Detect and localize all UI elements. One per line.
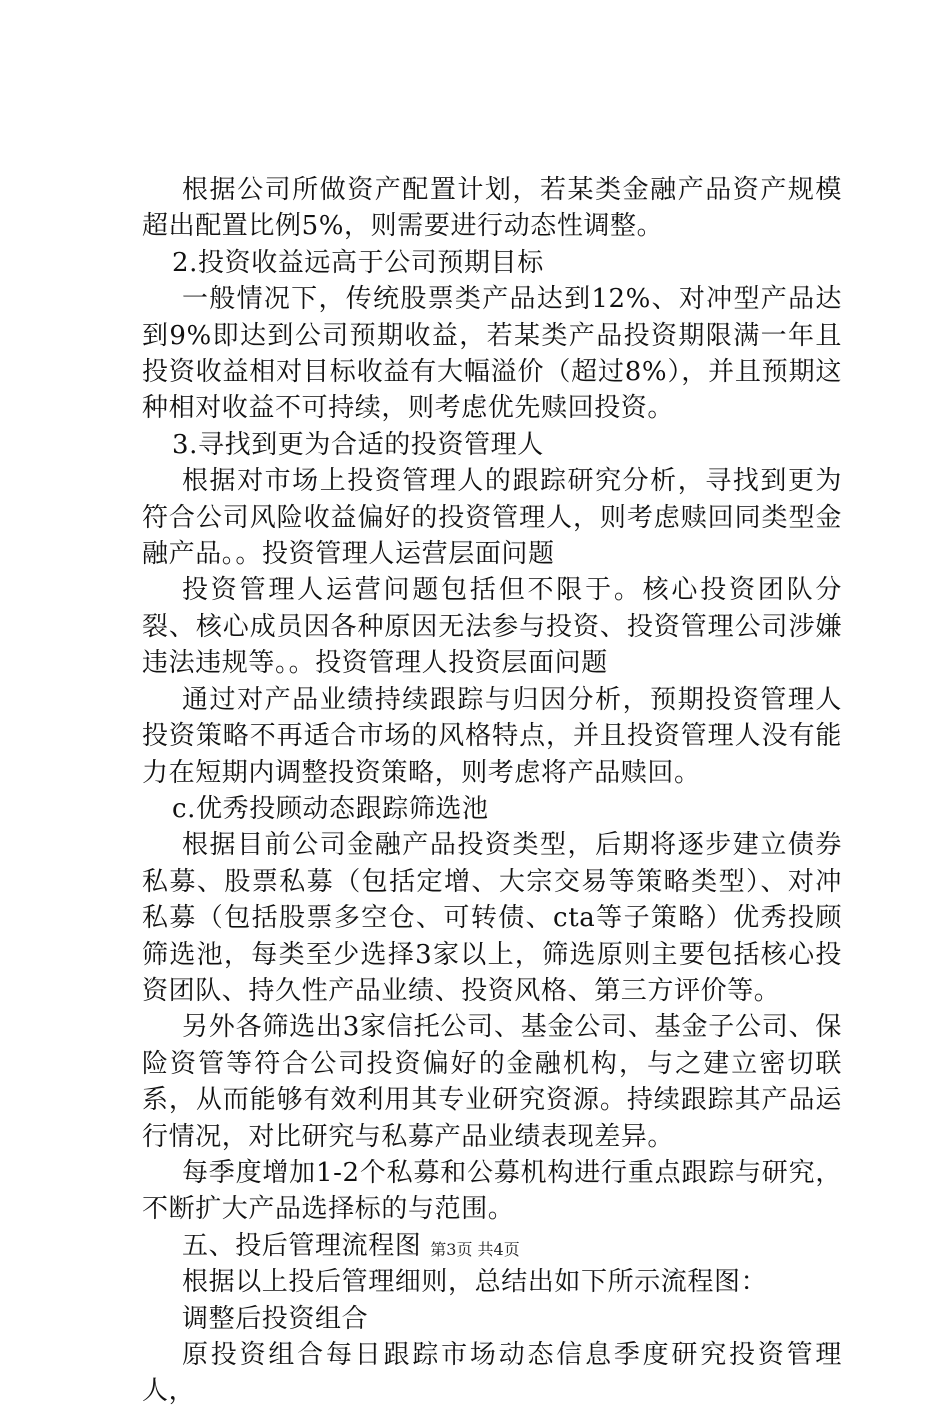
heading-flowchart: 五、投后管理流程图 bbox=[182, 1230, 422, 1261]
paragraph-institutions: 另外各筛选出3家信托公司、基金公司、基金子公司、保险资管等符合公司投资偏好的金融机构，与之建立密切联系，从而能够有效利用其专业研究资源。持续跟踪其产品运行情况，对比研究与私募产品业绩表现差异。 bbox=[142, 1012, 842, 1152]
paragraph-adjusted-portfolio: 调整后投资组合 bbox=[182, 1303, 369, 1334]
paragraph-rebalance-rule: 根据公司所做资产配置计划，若某类金融产品资产规模超出配置比例5%，则需要进行动态性调整。 bbox=[142, 175, 842, 242]
heading-advisor-pool: c.优秀投顾动态跟踪筛选池 bbox=[172, 793, 489, 824]
paragraph-flowchart-intro: 根据以上投后管理细则，总结出如下所示流程图： bbox=[182, 1267, 768, 1298]
page-footer: 第3页 共4页 bbox=[430, 1240, 520, 1259]
heading-better-manager: 3.寻找到更为合适的投资管理人 bbox=[172, 429, 544, 460]
paragraph-advisor-pool: 根据目前公司金融产品投资类型，后期将逐步建立债券私募、股票私募（包括定增、大宗交易等策略类型）、对冲私募（包括股票多空仓、可转债、cta等子策略）优秀投顾筛选池，每类至少选择3家以上，筛选原则主要包括核心投资团队、持久性产品业绩、投资风格、第三方评价等。 bbox=[142, 830, 842, 1006]
paragraph-operations-issues: 投资管理人运营问题包括但不限于。核心投资团队分裂、核心成员因各种原因无法参与投资、投资管理公司涉嫌违法违规等。。投资管理人投资层面问题 bbox=[142, 575, 842, 679]
heading-excess-return: 2.投资收益远高于公司预期目标 bbox=[172, 247, 544, 278]
document-body bbox=[142, 172, 842, 1410]
paragraph-investment-issues: 通过对产品业绩持续跟踪与归因分析，预期投资管理人投资策略不再适合市场的风格特点，并且投资管理人没有能力在短期内调整投资策略，则考虑将产品赎回。 bbox=[142, 684, 842, 788]
paragraph-better-manager: 根据对市场上投资管理人的跟踪研究分析，寻找到更为符合公司风险收益偏好的投资管理人，则考虑赎回同类型金融产品。。投资管理人运营层面问题 bbox=[142, 466, 842, 570]
paragraph-quarterly-tracking: 每季度增加1-2个私募和公募机构进行重点跟踪与研究，不断扩大产品选择标的与范围。 bbox=[142, 1157, 842, 1225]
paragraph-original-portfolio: 原投资组合每日跟踪市场动态信息季度研究投资管理人， bbox=[142, 1340, 842, 1407]
paragraph-excess-return: 一般情况下，传统股票类产品达到12%、对冲型产品达到9%即达到公司预期收益，若某类产品投资期限满一年且投资收益相对目标收益有大幅溢价（超过8%），并且预期这种相对收益不可持续，则考虑优先赎回投资。 bbox=[142, 284, 842, 424]
